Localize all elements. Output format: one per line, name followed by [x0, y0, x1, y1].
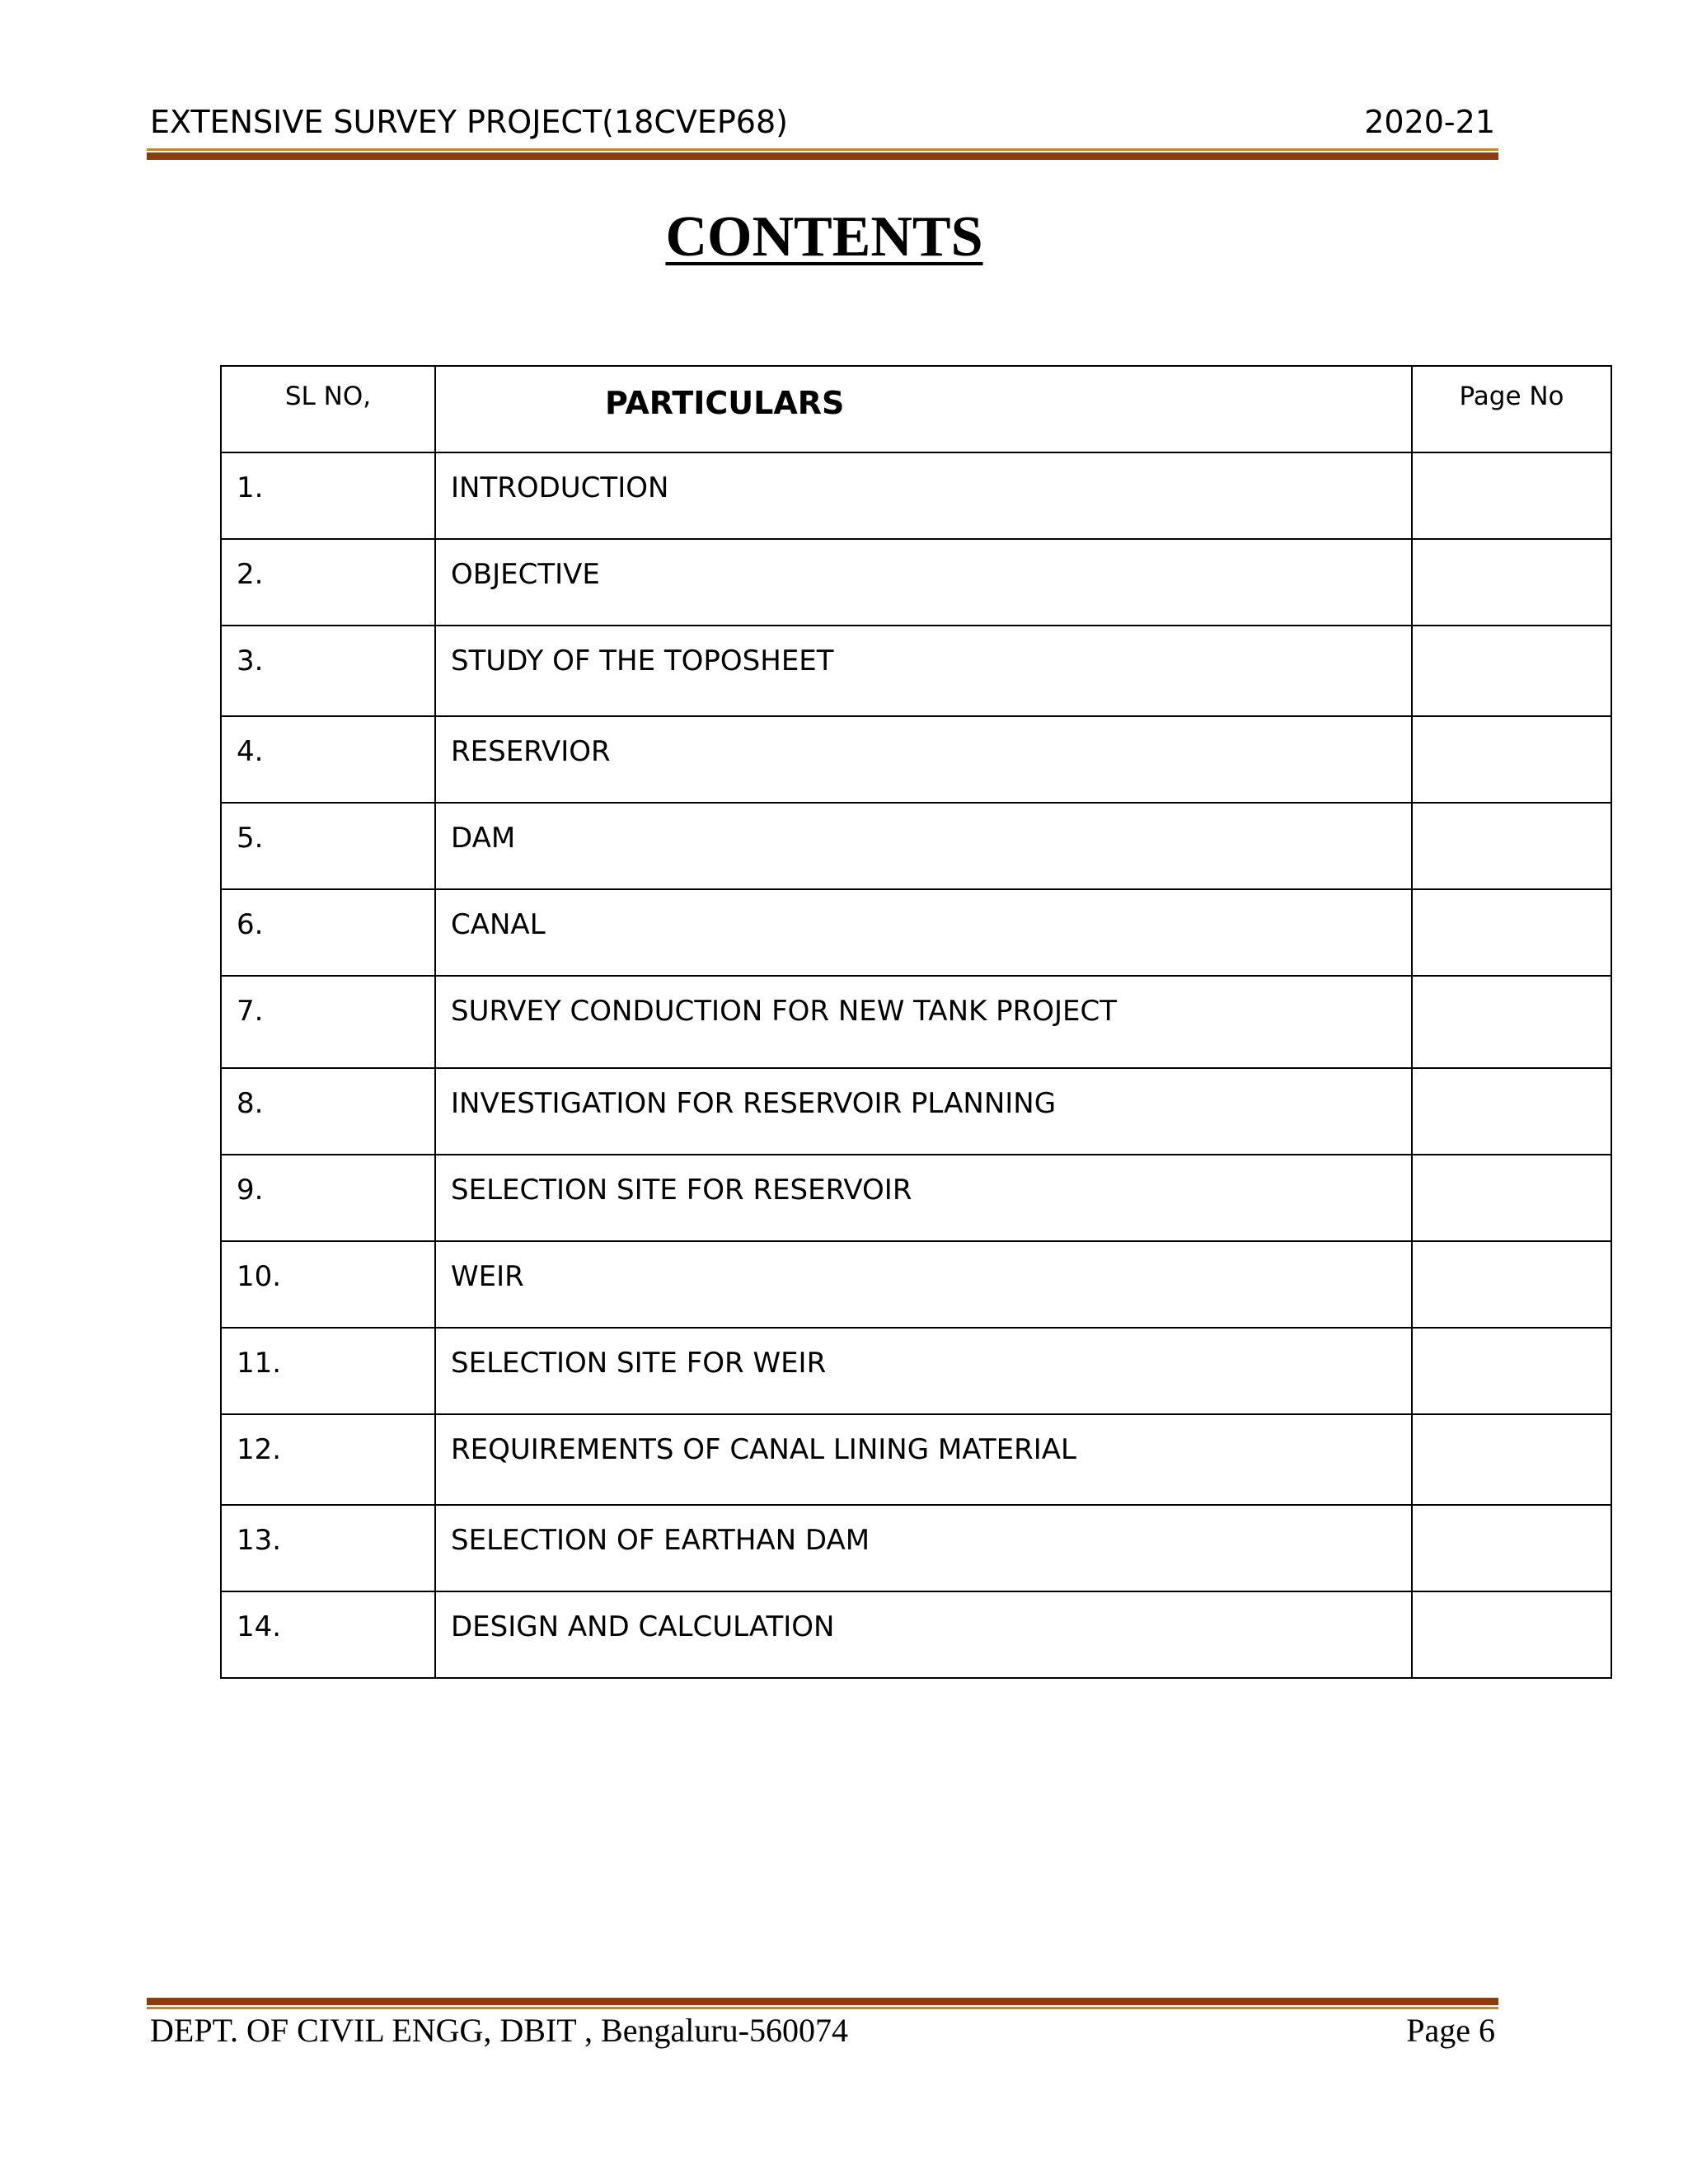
row-page-no — [1412, 1068, 1611, 1155]
row-page-no — [1412, 626, 1611, 716]
header-sl-no: SL NO, — [221, 366, 435, 452]
row-sl-no: 4. — [221, 716, 435, 803]
table-row — [221, 889, 1611, 976]
row-particulars: STUDY OF THE TOPOSHEET — [435, 626, 1412, 716]
header-rule-thick — [147, 152, 1498, 160]
row-page-no — [1412, 889, 1611, 976]
header-project-title: EXTENSIVE SURVEY PROJECT(18CVEP68) — [150, 104, 788, 140]
table-header-row — [221, 366, 1611, 452]
row-sl-no: 1. — [221, 452, 435, 539]
row-page-no — [1412, 803, 1611, 889]
table-row — [221, 1414, 1611, 1505]
row-page-no — [1412, 976, 1611, 1068]
table-row — [221, 1591, 1611, 1678]
table-row — [221, 452, 1611, 539]
row-sl-no: 7. — [221, 976, 435, 1068]
footer-page-number: Page 6 — [1406, 2012, 1495, 2049]
row-page-no — [1412, 1328, 1611, 1414]
row-sl-no: 11. — [221, 1328, 435, 1414]
header-year: 2020-21 — [1364, 104, 1495, 140]
row-sl-no: 5. — [221, 803, 435, 889]
row-particulars: REQUIREMENTS OF CANAL LINING MATERIAL — [435, 1414, 1412, 1505]
table-row — [221, 1068, 1611, 1155]
table-row — [221, 1241, 1611, 1328]
row-particulars: DESIGN AND CALCULATION — [435, 1591, 1412, 1678]
row-page-no — [1412, 716, 1611, 803]
row-page-no — [1412, 539, 1611, 626]
row-particulars: SURVEY CONDUCTION FOR NEW TANK PROJECT — [435, 976, 1412, 1068]
table-row — [221, 803, 1611, 889]
row-page-no — [1412, 1241, 1611, 1328]
table-row — [221, 626, 1611, 716]
row-particulars: INVESTIGATION FOR RESERVOIR PLANNING — [435, 1068, 1412, 1155]
row-sl-no: 3. — [221, 626, 435, 716]
row-particulars: SELECTION SITE FOR RESERVOIR — [435, 1155, 1412, 1241]
row-particulars: SELECTION OF EARTHAN DAM — [435, 1505, 1412, 1591]
table-row — [221, 1155, 1611, 1241]
table-row — [221, 1328, 1611, 1414]
row-page-no — [1412, 1505, 1611, 1591]
row-sl-no: 9. — [221, 1155, 435, 1241]
row-particulars: INTRODUCTION — [435, 452, 1412, 539]
row-sl-no: 14. — [221, 1591, 435, 1678]
table-row — [221, 539, 1611, 626]
footer-rule-thick — [147, 1998, 1498, 2005]
row-sl-no: 8. — [221, 1068, 435, 1155]
row-page-no — [1412, 1414, 1611, 1505]
row-page-no — [1412, 452, 1611, 539]
header-particulars: PARTICULARS — [435, 366, 1412, 452]
footer-rule-thin — [147, 2007, 1498, 2009]
row-page-no — [1412, 1591, 1611, 1678]
table-row — [221, 976, 1611, 1068]
row-particulars: RESERVIOR — [435, 716, 1412, 803]
row-page-no — [1412, 1155, 1611, 1241]
row-sl-no: 2. — [221, 539, 435, 626]
footer-department: DEPT. OF CIVIL ENGG, DBIT , Bengaluru-560074 — [150, 2012, 848, 2049]
page-header — [147, 99, 1498, 148]
row-particulars: SELECTION SITE FOR WEIR — [435, 1328, 1412, 1414]
row-sl-no: 13. — [221, 1505, 435, 1591]
row-particulars: CANAL — [435, 889, 1412, 976]
row-sl-no: 12. — [221, 1414, 435, 1505]
row-sl-no: 6. — [221, 889, 435, 976]
row-particulars: DAM — [435, 803, 1412, 889]
row-particulars: OBJECTIVE — [435, 539, 1412, 626]
row-sl-no: 10. — [221, 1241, 435, 1328]
header-rule-thin — [147, 148, 1498, 151]
row-particulars: WEIR — [435, 1241, 1412, 1328]
contents-table — [220, 365, 1612, 1679]
table-row — [221, 716, 1611, 803]
page-title: CONTENTS — [665, 205, 983, 269]
table-row — [221, 1505, 1611, 1591]
header-page-no: Page No — [1412, 366, 1611, 452]
